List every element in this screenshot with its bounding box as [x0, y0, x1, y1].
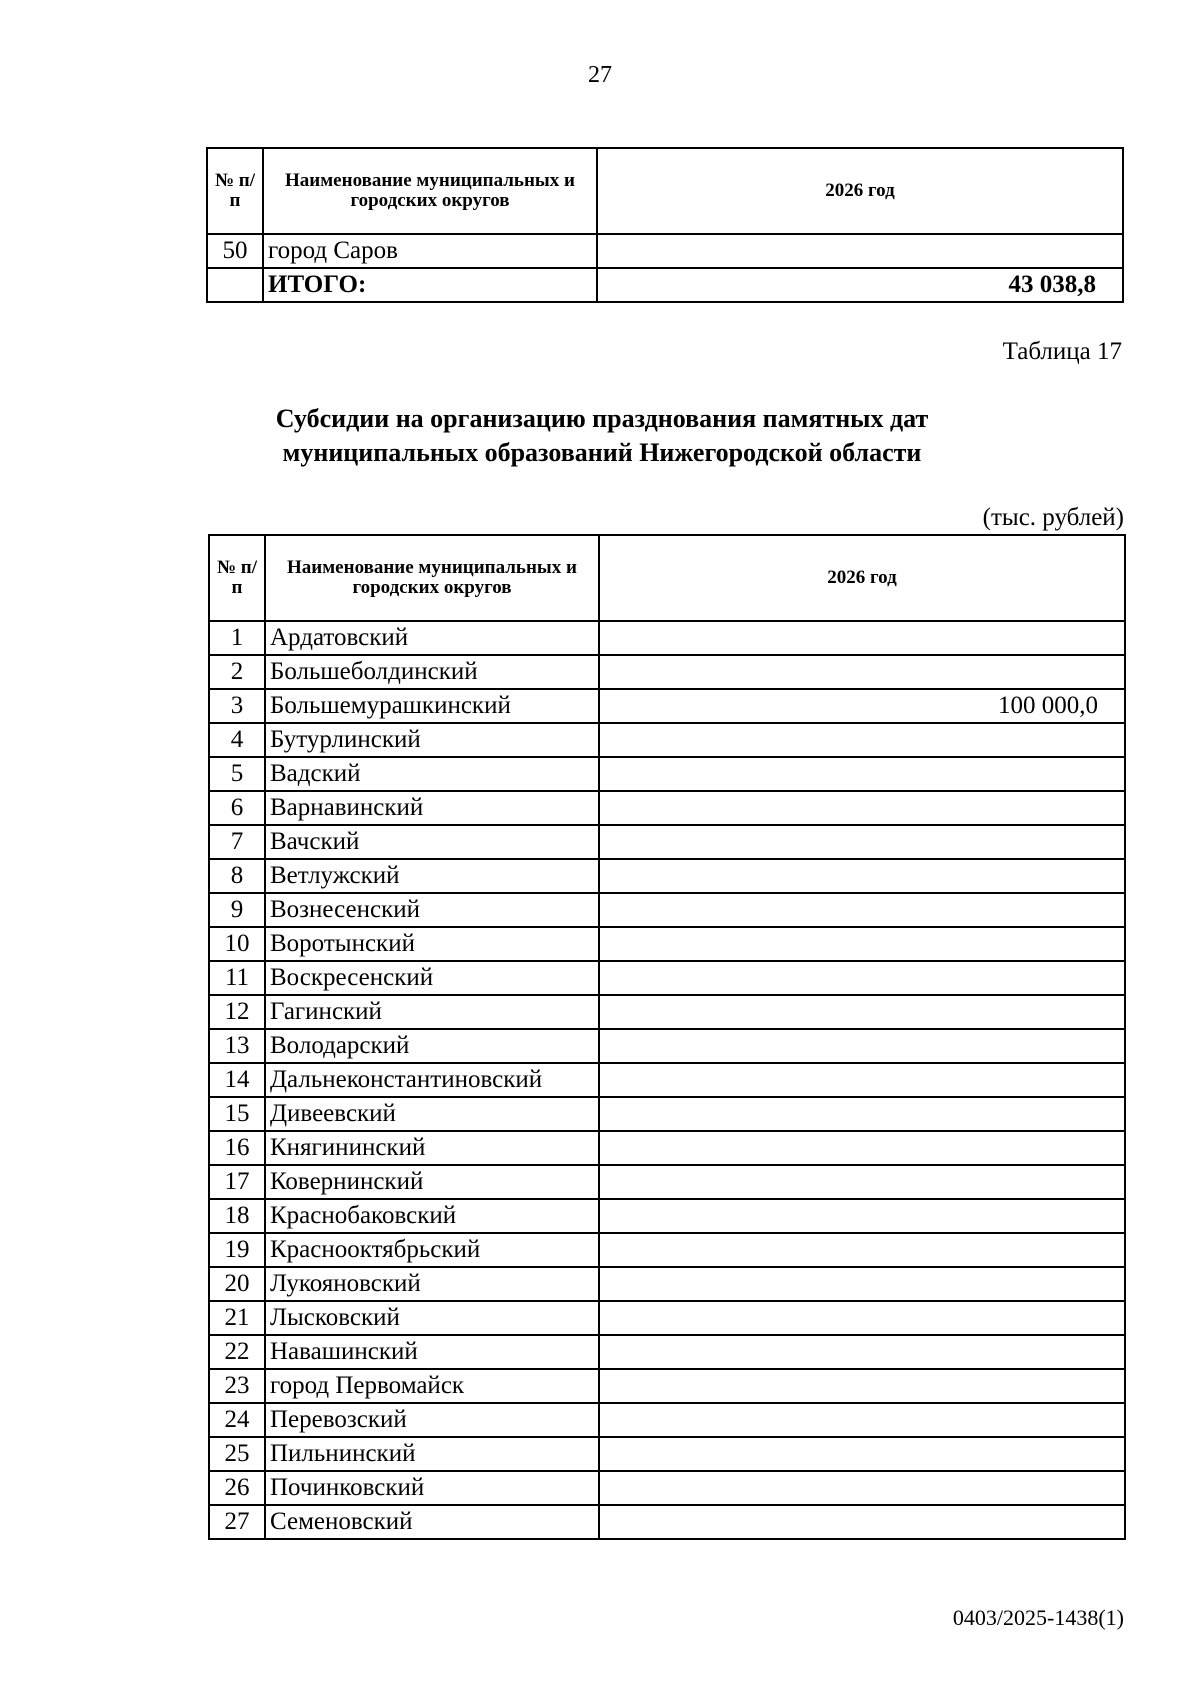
total-value: 43 038,8 — [597, 268, 1123, 302]
header-num: № п/п — [207, 148, 263, 234]
row-num: 2 — [209, 655, 265, 689]
row-num: 4 — [209, 723, 265, 757]
table-row — [209, 621, 1125, 655]
header-year: 2026 год — [599, 535, 1125, 621]
title-line-1: Субсидии на организацию празднования памятных дат — [275, 404, 929, 433]
row-name: Большеболдинский — [265, 655, 599, 689]
row-value — [599, 1301, 1125, 1335]
document-title — [0, 402, 1200, 470]
table-row — [209, 961, 1125, 995]
row-name: Краснобаковский — [265, 1199, 599, 1233]
row-num: 1 — [209, 621, 265, 655]
header-name: Наименование муниципальных и городских округов — [265, 535, 599, 621]
row-value — [599, 1403, 1125, 1437]
table-label: Таблица 17 — [1002, 338, 1122, 365]
row-num: 5 — [209, 757, 265, 791]
table-row — [209, 995, 1125, 1029]
table-row — [209, 655, 1125, 689]
row-name: Бутурлинский — [265, 723, 599, 757]
table-row — [209, 1505, 1125, 1539]
table-row — [209, 859, 1125, 893]
units-label: (тыс. рублей) — [982, 504, 1124, 531]
table-row — [209, 1403, 1125, 1437]
row-value — [599, 1369, 1125, 1403]
row-value — [599, 961, 1125, 995]
header-row — [207, 148, 1123, 234]
row-value — [599, 757, 1125, 791]
row-value — [599, 1437, 1125, 1471]
row-num: 3 — [209, 689, 265, 723]
table-row — [209, 1199, 1125, 1233]
row-value — [599, 1267, 1125, 1301]
row-num: 23 — [209, 1369, 265, 1403]
row-num: 15 — [209, 1097, 265, 1131]
table-row — [209, 927, 1125, 961]
row-num: 6 — [209, 791, 265, 825]
table-row — [209, 825, 1125, 859]
table-row — [209, 791, 1125, 825]
table-row — [209, 1165, 1125, 1199]
row-name: Ветлужский — [265, 859, 599, 893]
row-value — [599, 1505, 1125, 1539]
row-num: 22 — [209, 1335, 265, 1369]
header-row — [209, 535, 1125, 621]
row-num: 20 — [209, 1267, 265, 1301]
row-value — [599, 723, 1125, 757]
row-name: город Первомайск — [265, 1369, 599, 1403]
row-name: Володарский — [265, 1029, 599, 1063]
row-num: 11 — [209, 961, 265, 995]
row-name: Варнавинский — [265, 791, 599, 825]
row-name: Гагинский — [265, 995, 599, 1029]
row-value — [599, 1131, 1125, 1165]
row-name: Вачский — [265, 825, 599, 859]
table-row — [209, 1131, 1125, 1165]
total-label: ИТОГО: — [263, 268, 597, 302]
row-value — [599, 825, 1125, 859]
table-row — [209, 1029, 1125, 1063]
top-table — [206, 147, 1124, 303]
row-name: Перевозский — [265, 1403, 599, 1437]
row-num: 13 — [209, 1029, 265, 1063]
row-name: Большемурашкинский — [265, 689, 599, 723]
row-name: Княгининский — [265, 1131, 599, 1165]
row-num: 18 — [209, 1199, 265, 1233]
title-line-2: муниципальных образований Нижегородской области — [282, 438, 922, 467]
table-row — [209, 1437, 1125, 1471]
row-name: Семеновский — [265, 1505, 599, 1539]
row-value — [599, 995, 1125, 1029]
table-row — [209, 1063, 1125, 1097]
row-value — [599, 1233, 1125, 1267]
header-name: Наименование муниципальных и городских округов — [263, 148, 597, 234]
row-num: 14 — [209, 1063, 265, 1097]
row-num: 26 — [209, 1471, 265, 1505]
row-name: Вадский — [265, 757, 599, 791]
row-num: 19 — [209, 1233, 265, 1267]
row-value — [599, 655, 1125, 689]
row-value — [599, 1199, 1125, 1233]
row-value: 100 000,0 — [599, 689, 1125, 723]
row-value — [599, 927, 1125, 961]
header-num: № п/п — [209, 535, 265, 621]
row-name: Лукояновский — [265, 1267, 599, 1301]
row-name: Лысковский — [265, 1301, 599, 1335]
row-value — [599, 1165, 1125, 1199]
row-name: Вознесенский — [265, 893, 599, 927]
page-number: 27 — [588, 62, 612, 88]
row-name: Починковский — [265, 1471, 599, 1505]
row-value — [599, 893, 1125, 927]
row-name: Воскресенский — [265, 961, 599, 995]
table-row — [209, 1267, 1125, 1301]
row-name: Дивеевский — [265, 1097, 599, 1131]
row-name: Пильнинский — [265, 1437, 599, 1471]
row-num: 25 — [209, 1437, 265, 1471]
row-value — [599, 1471, 1125, 1505]
row-value — [599, 1097, 1125, 1131]
row-num: 12 — [209, 995, 265, 1029]
row-value — [597, 234, 1123, 268]
row-value — [599, 1029, 1125, 1063]
row-num: 10 — [209, 927, 265, 961]
total-num — [207, 268, 263, 302]
table-row — [209, 1233, 1125, 1267]
row-name: город Саров — [263, 234, 597, 268]
subsidy-table — [208, 534, 1126, 1540]
table-row — [209, 689, 1125, 723]
table-row — [209, 1471, 1125, 1505]
row-num: 24 — [209, 1403, 265, 1437]
table-row — [209, 723, 1125, 757]
row-num: 27 — [209, 1505, 265, 1539]
table-row — [209, 1335, 1125, 1369]
row-name: Воротынский — [265, 927, 599, 961]
row-num: 16 — [209, 1131, 265, 1165]
total-row — [207, 268, 1123, 302]
row-num: 21 — [209, 1301, 265, 1335]
document-code: 0403/2025-1438(1) — [952, 1605, 1124, 1630]
row-name: Дальнеконстантиновский — [265, 1063, 599, 1097]
row-num: 50 — [207, 234, 263, 268]
row-name: Ардатовский — [265, 621, 599, 655]
header-year: 2026 год — [597, 148, 1123, 234]
table-row — [209, 1369, 1125, 1403]
row-value — [599, 791, 1125, 825]
row-value — [599, 1063, 1125, 1097]
table-row — [209, 1301, 1125, 1335]
row-value — [599, 859, 1125, 893]
row-num: 17 — [209, 1165, 265, 1199]
table-row — [209, 893, 1125, 927]
table-row — [209, 757, 1125, 791]
table-row — [207, 234, 1123, 268]
row-num: 8 — [209, 859, 265, 893]
row-value — [599, 1335, 1125, 1369]
row-value — [599, 621, 1125, 655]
row-name: Ковернинский — [265, 1165, 599, 1199]
row-num: 7 — [209, 825, 265, 859]
row-name: Краснооктябрьский — [265, 1233, 599, 1267]
row-name: Навашинский — [265, 1335, 599, 1369]
row-num: 9 — [209, 893, 265, 927]
table-row — [209, 1097, 1125, 1131]
